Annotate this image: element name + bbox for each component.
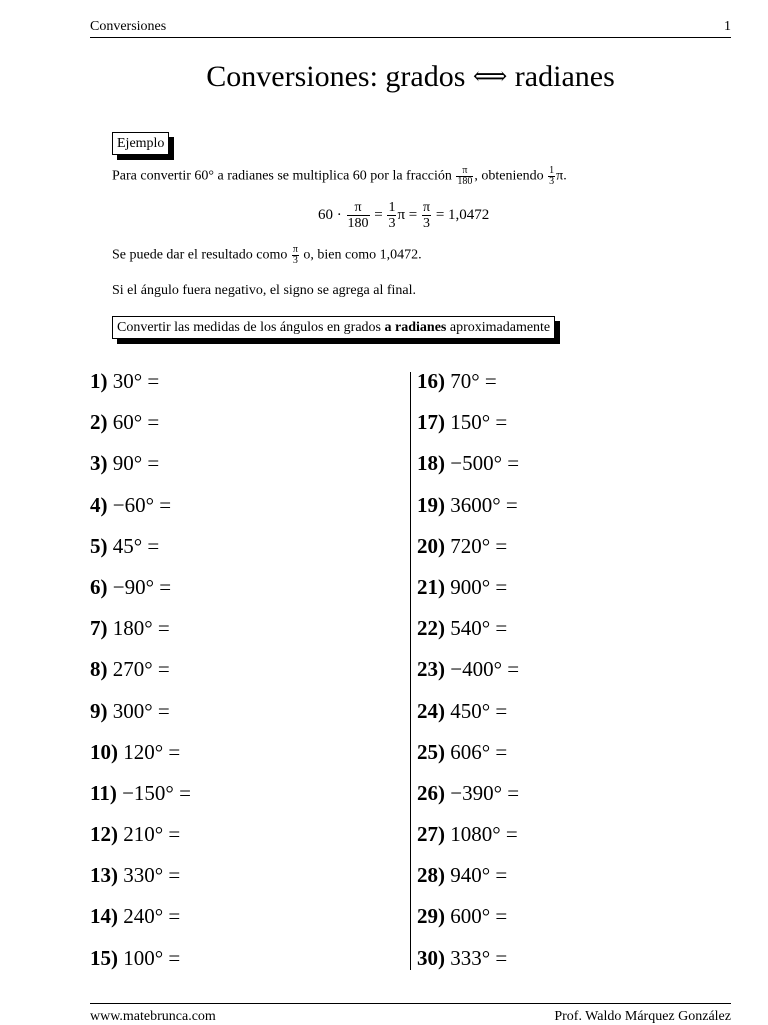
fraction-numerator: 1	[549, 165, 555, 176]
exercise-item	[90, 533, 191, 574]
exercise-item	[417, 903, 519, 944]
p1-text-b: , obteniendo	[474, 168, 548, 184]
fraction-denominator: 3	[549, 176, 555, 187]
p2-text-a: Se puede dar el resultado como	[112, 247, 291, 263]
exercise-expression: −400° =	[450, 657, 520, 682]
double-arrow-icon: ⟺	[472, 62, 508, 90]
exercise-expression: 300° =	[112, 698, 170, 723]
page-number: 1	[724, 19, 731, 34]
exercise-number: 26)	[417, 780, 445, 805]
instruction-text-bold: a radianes	[384, 320, 447, 335]
title-prefix: Conversiones: grados	[206, 60, 466, 93]
exercise-expression: 180° =	[112, 616, 170, 641]
exercise-number: 16)	[417, 369, 445, 393]
exercise-expression: 333° =	[450, 945, 508, 970]
fraction-pi-3	[292, 245, 299, 266]
fraction-numerator: π	[354, 200, 362, 215]
exercise-number: 21)	[417, 574, 445, 599]
example-paragraph-3: Si el ángulo fuera negativo, el signo se agrega al final.	[112, 283, 417, 298]
fraction-numerator: π	[292, 244, 298, 255]
exercise-number: 22)	[417, 616, 445, 641]
exercise-expression: 150° =	[450, 410, 508, 435]
exercise-item	[417, 450, 519, 491]
exercise-expression: 3600° =	[450, 492, 518, 517]
exercise-expression: −90° =	[112, 574, 172, 599]
exercise-item	[417, 615, 519, 656]
instruction-text-after: aproximadamente	[446, 320, 551, 335]
exercise-expression: −500° =	[450, 451, 520, 476]
exercise-number: 6)	[90, 574, 108, 599]
exercise-expression: 720° =	[450, 533, 508, 558]
footer-website: www.matebrunca.com	[90, 1009, 216, 1024]
exercise-expression: 900° =	[450, 574, 508, 599]
exercise-item	[90, 409, 191, 450]
exercise-expression: 450° =	[450, 698, 508, 723]
exercise-item	[90, 698, 191, 739]
fraction-denominator: 180	[347, 216, 369, 231]
exercise-number: 24)	[417, 698, 445, 723]
exercise-item	[417, 739, 519, 780]
exercise-number: 5)	[90, 533, 108, 558]
exercise-number: 23)	[417, 657, 445, 682]
exercise-item	[417, 533, 519, 574]
exercise-expression: 1080° =	[450, 822, 518, 847]
exercise-expression: −390° =	[450, 780, 520, 805]
exercise-expression: 100° =	[123, 945, 181, 970]
exercise-item	[90, 615, 191, 656]
instruction-box	[112, 316, 555, 339]
exercise-column-right	[417, 368, 519, 986]
eq-part-c: π =	[397, 206, 422, 223]
exercise-item	[90, 656, 191, 697]
exercise-number: 28)	[417, 863, 445, 888]
exercise-item	[417, 656, 519, 697]
fraction-numerator: π	[462, 165, 468, 176]
fraction-1-3	[548, 166, 555, 187]
exercise-number: 19)	[417, 492, 445, 517]
fraction-denominator: 3	[292, 255, 298, 266]
exercise-item	[417, 862, 519, 903]
exercise-number: 9)	[90, 698, 108, 723]
exercise-number: 4)	[90, 492, 108, 517]
eq-part-d: = 1,0472	[432, 206, 490, 223]
exercise-number: 14)	[90, 904, 118, 929]
exercise-number: 8)	[90, 657, 108, 682]
eq-fraction-3	[422, 200, 431, 231]
exercise-expression: 90° =	[112, 451, 160, 476]
exercise-item	[90, 739, 191, 780]
page-title	[90, 60, 731, 94]
exercise-expression: 45° =	[112, 533, 160, 558]
exercise-number: 3)	[90, 451, 108, 476]
exercise-number: 11)	[90, 780, 117, 805]
exercise-item	[417, 780, 519, 821]
instruction-text-before: Convertir las medidas de los ángulos en grados	[117, 320, 385, 335]
column-divider	[410, 372, 411, 970]
page-footer	[90, 1003, 731, 1024]
fraction-denominator: 180	[457, 176, 473, 187]
exercise-item	[417, 409, 519, 450]
exercise-number: 2)	[90, 410, 108, 435]
exercise-expression: 210° =	[123, 822, 181, 847]
exercise-item	[90, 821, 191, 862]
p1-text-a: Para convertir 60° a radianes se multiplica 60 por la fracción	[112, 168, 456, 184]
example-paragraph-2	[112, 245, 422, 266]
exercise-expression: 600° =	[450, 904, 508, 929]
exercise-number: 30)	[417, 945, 445, 970]
example-paragraph-1	[112, 166, 567, 187]
fraction-denominator: 3	[423, 216, 431, 231]
exercise-number: 29)	[417, 904, 445, 929]
eq-fraction-2	[387, 200, 396, 231]
exercise-item	[417, 698, 519, 739]
exercise-item	[417, 574, 519, 615]
exercise-expression: −60° =	[112, 492, 172, 517]
exercise-item	[90, 574, 191, 615]
fraction-numerator: π	[423, 200, 431, 215]
exercise-number: 17)	[417, 410, 445, 435]
fraction-denominator: 3	[388, 216, 396, 231]
fraction-pi-180	[456, 166, 473, 187]
exercise-item	[417, 492, 519, 533]
exercise-column-left	[90, 368, 191, 986]
exercise-number: 7)	[90, 616, 108, 641]
exercise-item	[90, 780, 191, 821]
example-label: Ejemplo	[112, 132, 169, 155]
exercise-number: 12)	[90, 822, 118, 847]
exercise-number: 27)	[417, 822, 445, 847]
exercise-number: 10)	[90, 739, 118, 764]
exercise-item	[90, 945, 191, 986]
exercise-expression: 60° =	[112, 410, 160, 435]
page-header	[90, 18, 731, 38]
exercise-number: 25)	[417, 739, 445, 764]
exercise-number: 20)	[417, 533, 445, 558]
exercise-item	[417, 945, 519, 986]
exercise-item	[90, 450, 191, 491]
exercise-expression: −150° =	[122, 780, 191, 805]
eq-part-a: 60 ·	[318, 206, 346, 223]
exercise-item	[417, 821, 519, 862]
exercise-expression: 120° =	[123, 739, 181, 764]
exercise-expression: 330° =	[123, 863, 181, 888]
exercise-item	[90, 862, 191, 903]
exercise-expression: 606° =	[450, 739, 508, 764]
eq-fraction-1	[347, 200, 370, 231]
exercise-number: 18)	[417, 451, 445, 476]
eq-part-b: =	[370, 206, 387, 223]
title-suffix: radianes	[514, 60, 615, 93]
exercise-number: 15)	[90, 945, 118, 970]
exercise-item	[417, 368, 519, 409]
exercise-expression: 540° =	[450, 616, 508, 641]
exercise-item	[90, 903, 191, 944]
exercise-expression: 30° =	[112, 369, 160, 393]
exercise-expression: 70° =	[450, 369, 497, 393]
example-equation	[318, 200, 489, 231]
footer-author: Prof. Waldo Márquez González	[554, 1009, 731, 1024]
exercise-item	[90, 492, 191, 533]
exercise-item	[90, 368, 191, 409]
p2-text-b: o, bien como 1,0472.	[299, 247, 422, 263]
header-title: Conversiones	[90, 19, 167, 34]
exercise-expression: 240° =	[123, 904, 181, 929]
exercise-number: 1)	[90, 369, 108, 393]
p1-text-c: π.	[556, 168, 567, 184]
exercise-expression: 270° =	[112, 657, 170, 682]
exercise-number: 13)	[90, 863, 118, 888]
fraction-numerator: 1	[388, 200, 396, 215]
exercise-expression: 940° =	[450, 863, 508, 888]
